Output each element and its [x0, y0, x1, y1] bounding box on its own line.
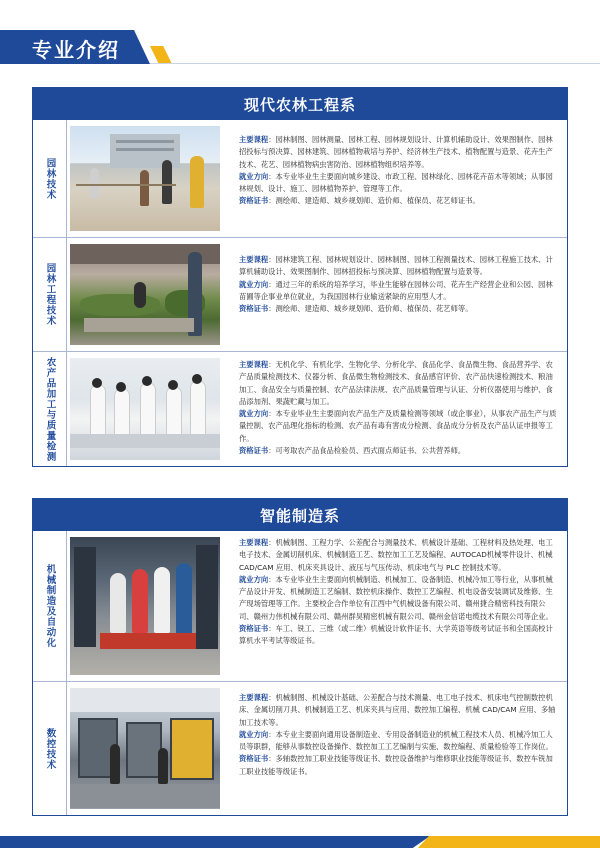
section-agri-forestry: [32, 87, 568, 467]
major-photo-cell: [67, 238, 223, 351]
section-intelligent-manufacturing: [32, 498, 568, 816]
students-lab-photo: [70, 358, 220, 460]
header-divider: [150, 63, 600, 64]
major-photo-cell: [67, 531, 223, 681]
footer-yellow-bar: [418, 836, 600, 848]
major-description: 主要课程：机械制图、工程力学、公差配合与测量技术、机械设计基础、工程材料及热处理、电工电子技术、金属切削机床、机械制造工艺、数控加工工艺及编程、AUTOCAD机械零件设计、机械 CAD/CAM 应用、机床夹具设计、液压与气压传动、机床电气与 PLC 控制技术等。 就业方向：本专业毕业生主要面向机械制造、机械加工、设备制造、机械冷加工等行业，从事机械产品设计开发、机械制造工艺编制、数控机床操作、数控工艺编程、机电设备安装调试及维修、生产现场管理等工作。主要校企合作单位有江西中气机械设备有限公司、赣州捷合精密科技有限公司、赣州力伟机械有限公司、赣州群昊精密机械有限公司、赣州金信诺电缆技术有限公司等企业。 资格证书：车工、铣工、三维（或二维）机械设计软件证书、大学英语等级考试证书和全国高校计算机水平考试等级证书。: [239, 538, 553, 646]
major-photo-cell: [67, 352, 223, 466]
major-row-landscape-engineering: [33, 237, 567, 351]
major-label: 数控技术: [33, 682, 67, 815]
major-label: 园林工程技术: [33, 238, 67, 351]
major-label: 园林技术: [33, 120, 67, 237]
cnc-workshop-photo: [70, 688, 220, 809]
students-surveying-photo: [70, 126, 220, 231]
major-label: 农产品加工与质量检测: [33, 352, 67, 466]
page-footer: [0, 832, 600, 848]
major-photo-cell: [67, 682, 223, 815]
page-title: 专业介绍: [32, 38, 120, 62]
major-row-agricultural-products: [33, 351, 567, 466]
header-accent: [150, 46, 172, 64]
footer-blue-bar: [0, 836, 430, 848]
section-title: 智能制造系: [33, 499, 567, 531]
section-title: 现代农林工程系: [33, 88, 567, 120]
major-description: 主要课程：园林制图、园林测量、园林工程、园林规划设计、计算机辅助设计、效果图制作、园林招投标与预决算、园林建筑、园林植物栽培与养护、经济林生产技术、植物配置与造景、花卉生产技术、花艺、园林植物病虫害防治、园林植物组织培养等。 就业方向：本专业毕业生主要面向城乡建设、市政工程、园林绿化、园林花卉苗木等领域；从事园林规划、设计、施工、园林植物养护、管理等工作。 资格证书：测绘师、建造师、城乡规划师、造价师、植保员、花艺师证书。: [239, 135, 553, 206]
major-description: 主要课程：机械制图、机械设计基础、公差配合与技术测量、电工电子技术、机床电气控制数控机床、金属切削刀具、机械制造工艺、机床夹具与应用、数控加工编程、机械 CAD/CAM 应用、多轴加工技术等。 就业方向：本专业主要面向通用设备制造业、专用设备制造业的机械工程技术人员、机械冷加工人员等职群，能够从事数控设备操作、数控加工工艺编制与实施、数控编程、质量检验等工作岗位。 资格证书：多轴数控加工职业技能等级证书、数控设备维护与维修职业技能等级证书、数控车铣加工职业技能等级证书。: [239, 693, 556, 776]
major-photo-cell: [67, 120, 223, 237]
major-row-landscape-technology: [33, 120, 567, 237]
major-description: 主要课程：无机化学、有机化学、生物化学、分析化学、食品化学、食品微生物、食品营养学、农产品质量检测技术、仪器分析、食品微生物检测技术、食品感官评价、农产品快速检测技术、粮油加工、食品安全与质量控制、农产品法律法规、农产品质量管理与认证、分析仪器使用与维护、食品添加剂、果蔬贮藏与加工。 就业方向：本专业毕业生主要面向农产品生产及质量检测等领域（或企事业），从事农产品生产与质量控制、农产品理化指标的检测、农产品有毒有害成分检测、食品成分分析及农产品认证申报等工作。 资格证书：可考取农产品食品检验员、西式面点师证书、公共营养师。: [239, 360, 557, 456]
major-row-cnc-technology: [33, 681, 567, 815]
major-description: 主要课程：园林建筑工程、园林规划设计、园林制图、园林工程测量技术、园林工程施工技术、计算机辅助设计、效果图制作、园林招投标与预决算、园林植物配置与造景等。 就业方向：通过三年的系统的培养学习，毕业生能够在园林公司、花卉生产经营企业和公园、园林苗圃等企事业单位就业，为我国园林行业输送紧缺的应用型人才。 资格证书：测绘师、建造师、城乡规划师、造价师、植保员、花艺师等。: [239, 255, 553, 314]
students-gardening-photo: [70, 244, 220, 345]
major-label: 机械制造及自动化: [33, 531, 67, 681]
page-header: [0, 30, 600, 64]
students-robot-lab-photo: [70, 537, 220, 675]
major-row-mechanical-manufacturing: [33, 531, 567, 681]
